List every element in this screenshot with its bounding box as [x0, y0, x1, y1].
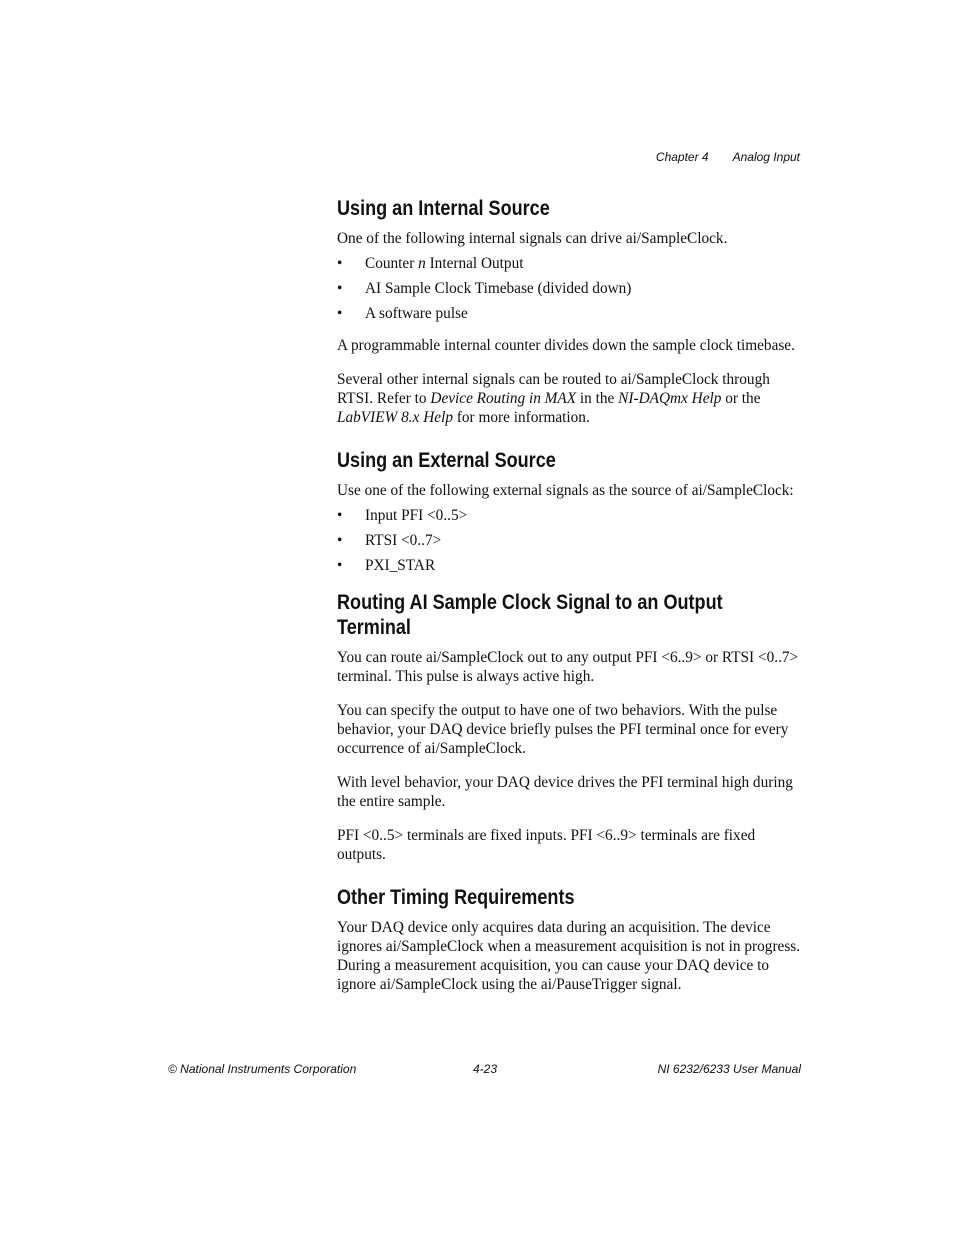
list-item: • Counter n Internal Output: [337, 254, 807, 273]
paragraph: You can specify the output to have one of two behaviors. With the pulse behavior, your DAQ device briefly pulses the PFI terminal once for every occurrence of ai/SampleClock.: [337, 702, 789, 757]
paragraph: You can route ai/SampleClock out to any output PFI <6..9> or RTSI <0..7> terminal. This pulse is always active high.: [337, 649, 799, 685]
paragraph: Your DAQ device only acquires data during an acquisition. The device ignores ai/SampleClock when a measurement acquisition is not in progress. During a measurement acquisition, you can cause your DAQ device to ignore ai/SampleClock using the ai/PauseTrigger signal.: [337, 919, 801, 993]
list-item: • PXI_STAR: [337, 556, 807, 575]
section-heading-routing: Routing AI Sample Clock Signal to an Output Terminal: [337, 591, 723, 639]
page-number: 4-23: [473, 1062, 498, 1076]
list-item: • AI Sample Clock Timebase (divided down): [337, 279, 807, 298]
section-heading-other-timing: Other Timing Requirements: [337, 886, 575, 909]
section-heading-external-source: Using an External Source: [337, 449, 556, 472]
internal-source-list: [337, 254, 807, 323]
chapter-title: Analog Input: [732, 150, 800, 164]
running-header: [656, 150, 800, 164]
external-source-list: [337, 506, 807, 575]
internal-source-intro: One of the following internal signals can drive ai/SampleClock.: [337, 230, 728, 247]
chapter-label: Chapter 4: [655, 150, 709, 164]
list-item: • RTSI <0..7>: [337, 531, 807, 550]
footer-manual-title: NI 6232/6233 User Manual: [657, 1062, 801, 1076]
section-heading-internal-source: Using an Internal Source: [337, 197, 550, 220]
paragraph: Several other internal signals can be routed to ai/SampleClock through RTSI. Refer to Device Routing in MAX in the NI-DAQmx Help or the LabVIEW 8.x Help for more information.: [337, 371, 770, 426]
list-item: • A software pulse: [337, 304, 807, 323]
external-source-intro: Use one of the following external signals as the source of ai/SampleClock:: [337, 482, 794, 499]
paragraph: With level behavior, your DAQ device drives the PFI terminal high during the entire sample.: [337, 774, 793, 810]
footer-copyright: © National Instruments Corporation: [168, 1062, 357, 1076]
paragraph: A programmable internal counter divides down the sample clock timebase.: [337, 337, 795, 354]
paragraph: PFI <0..5> terminals are fixed inputs. PFI <6..9> terminals are fixed outputs.: [337, 827, 756, 863]
list-item: • Input PFI <0..5>: [337, 506, 807, 525]
page-content: [337, 196, 807, 994]
